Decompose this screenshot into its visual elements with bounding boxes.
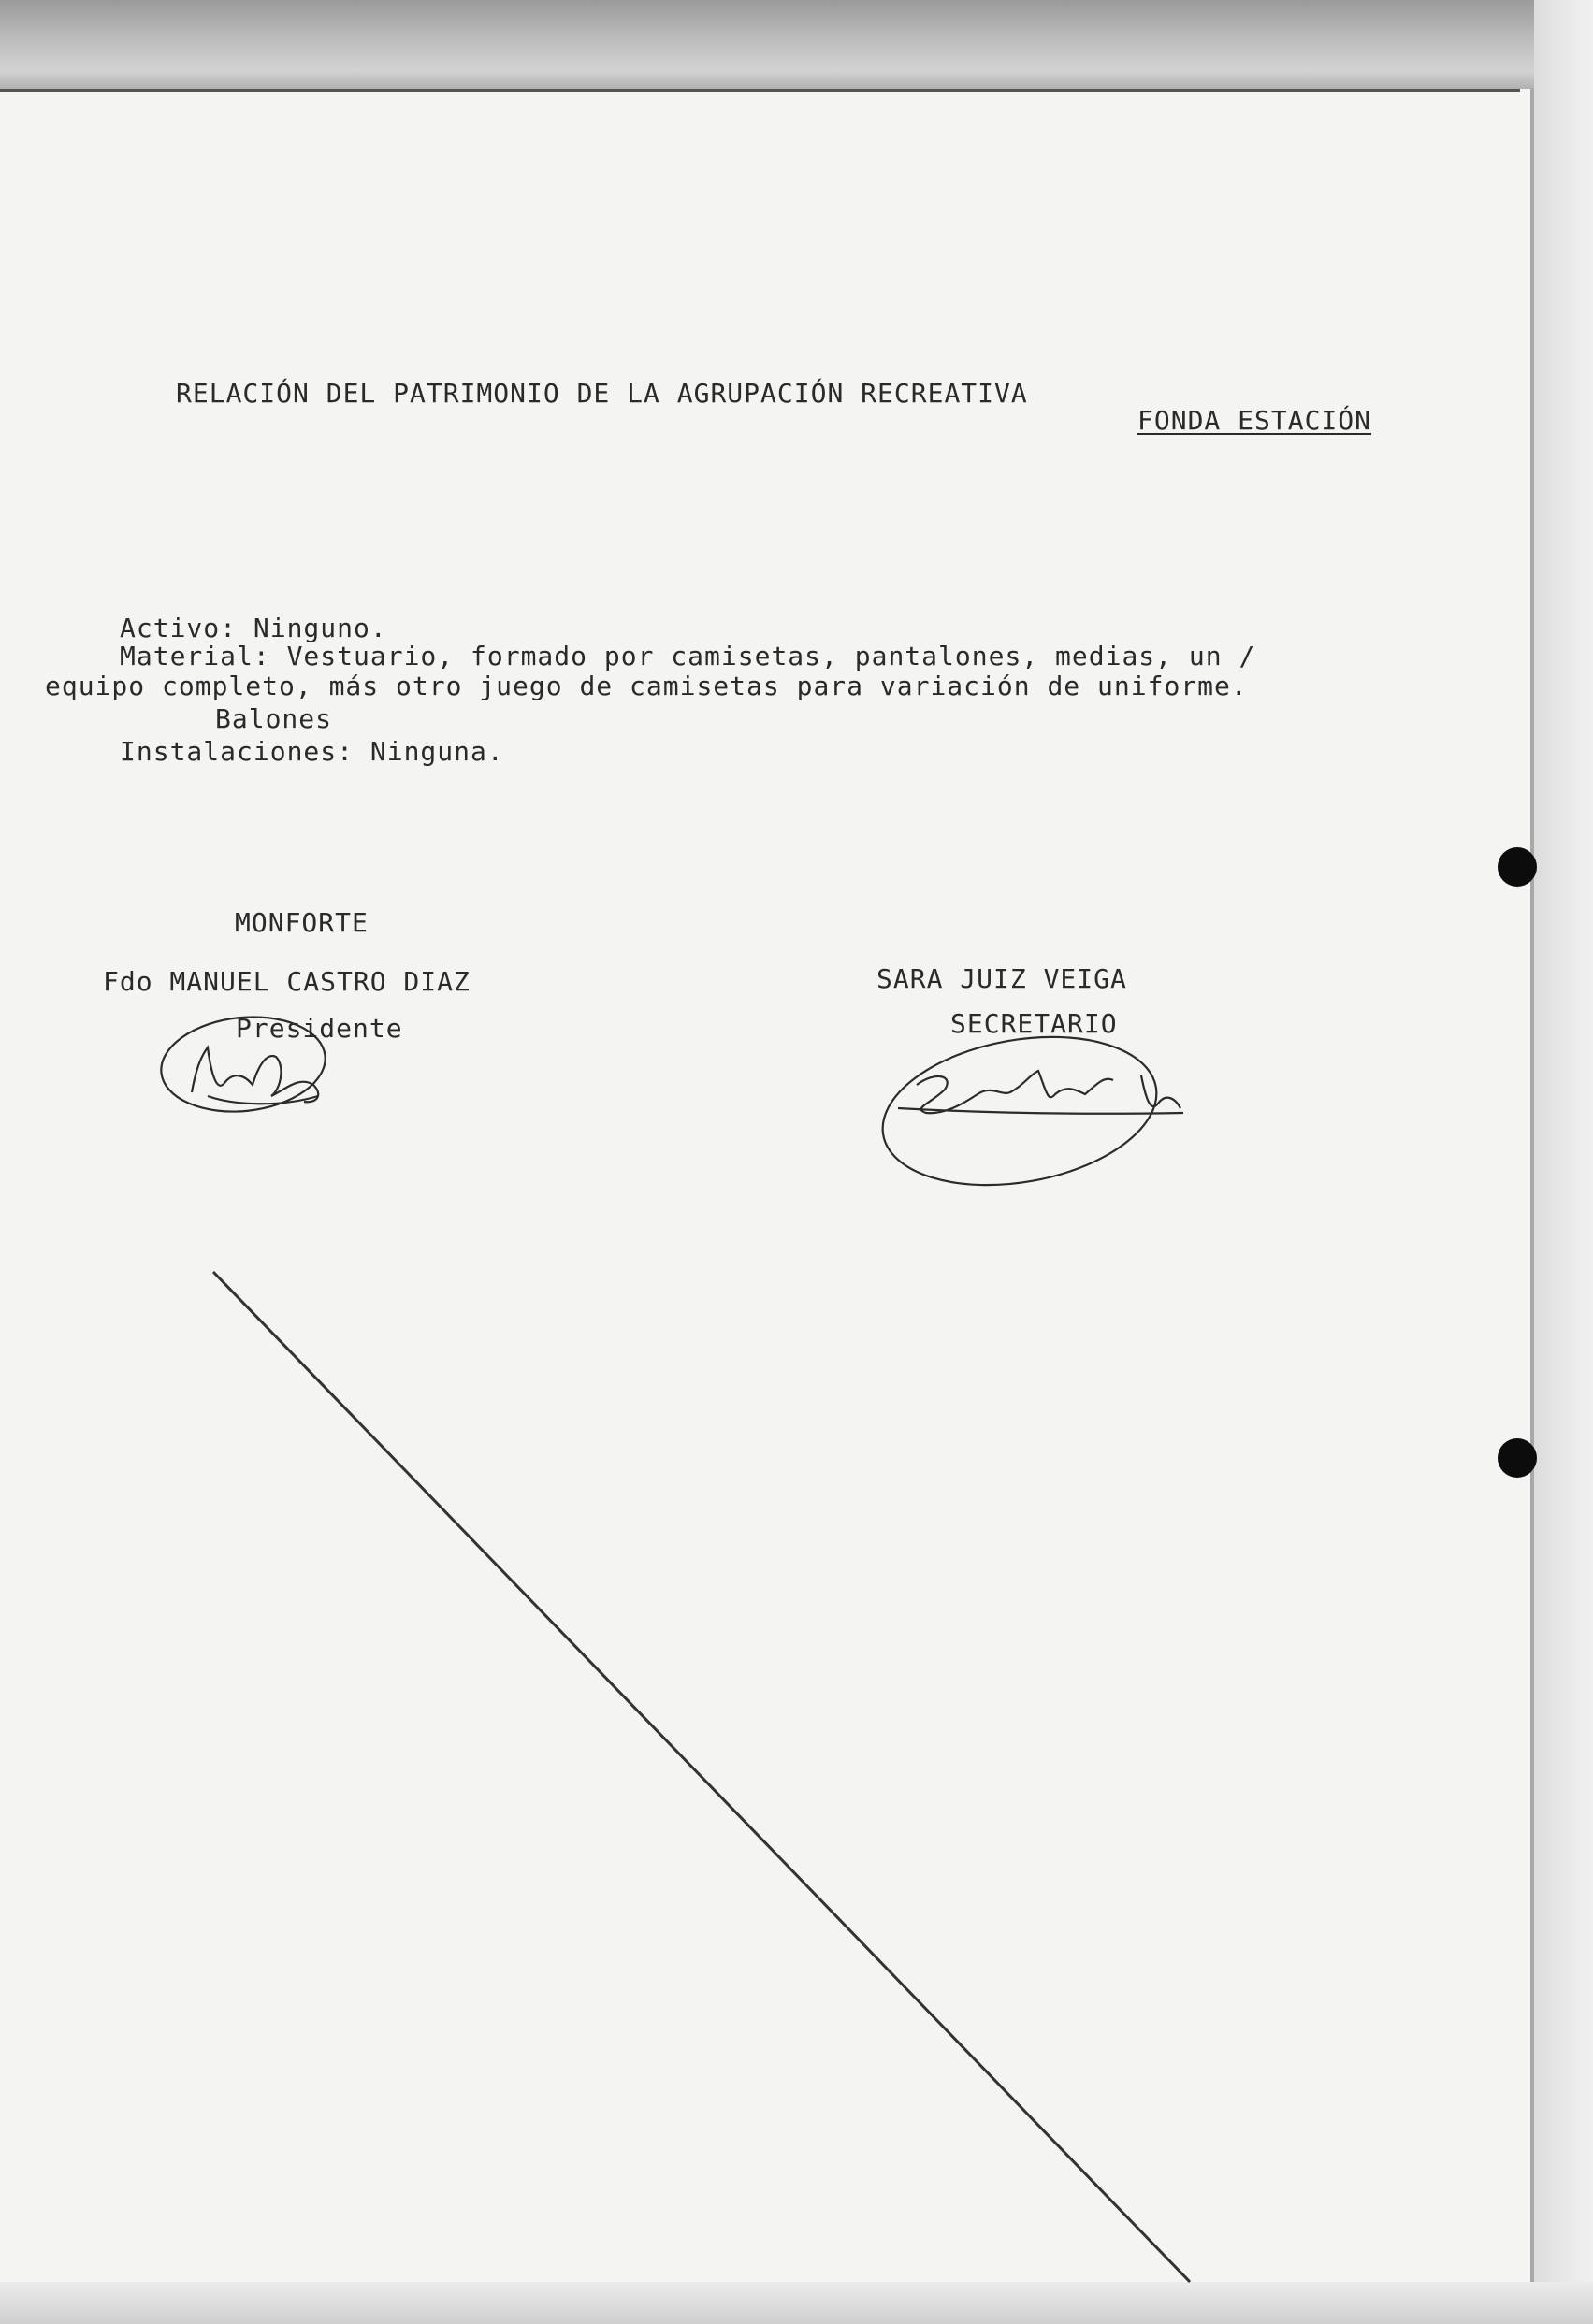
secretary-signature [871, 1017, 1183, 1205]
diagonal-strike-line [213, 1272, 1190, 2282]
instalaciones-line: Instalaciones: Ninguna. [120, 736, 504, 767]
president-name: Fdo MANUEL CASTRO DIAZ [103, 966, 471, 997]
activo-line: Activo: Ninguno. [120, 613, 387, 643]
material-line: Material: Vestuario, formado por camisetas, pantalones, medias, un / [120, 641, 1256, 671]
document-title: RELACIÓN DEL PATRIMONIO DE LA AGRUPACIÓN RECREATIVA [176, 378, 1028, 409]
secretary-role: SECRETARIO [950, 1008, 1118, 1039]
equipo-line: equipo completo, más otro juego de camisetas para variación de uniforme. [45, 671, 1248, 701]
secretary-name: SARA JUIZ VEIGA [876, 963, 1127, 994]
balones-line: Balones [215, 703, 333, 734]
document-title-entity: FONDA ESTACIÓN [1137, 405, 1372, 436]
place-label: MONFORTE [235, 907, 369, 938]
president-signature [156, 1009, 329, 1119]
president-role: Presidente [236, 1013, 403, 1044]
